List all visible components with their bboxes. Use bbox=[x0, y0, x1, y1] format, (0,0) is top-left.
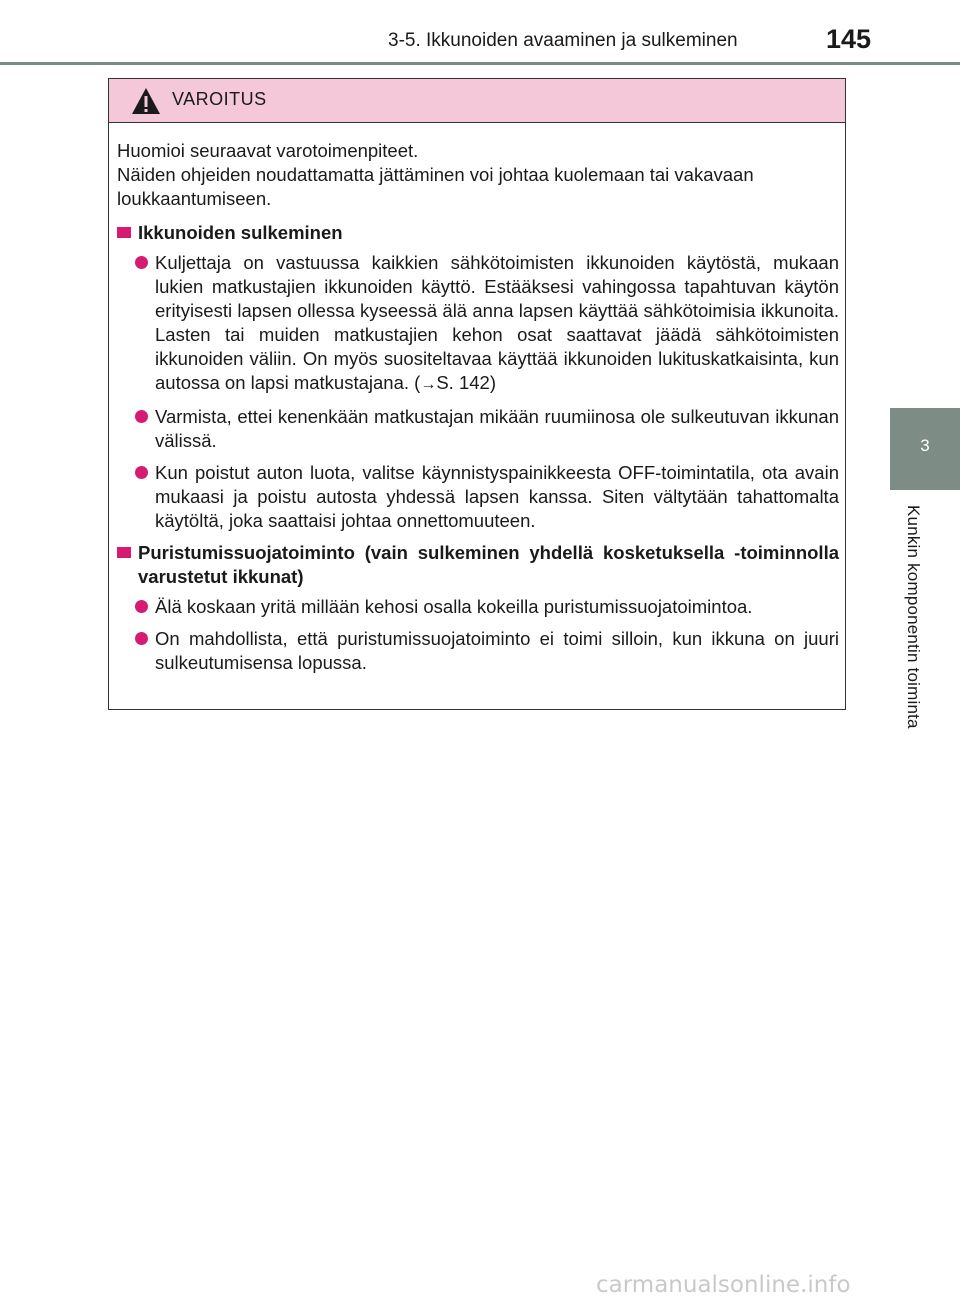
watermark: carmanualsonline.info bbox=[596, 1272, 851, 1298]
header-divider bbox=[0, 62, 960, 65]
warning-intro bbox=[117, 139, 839, 211]
chapter-tab bbox=[890, 408, 960, 490]
section-heading-text: Ikkunoiden sulkeminen bbox=[138, 222, 343, 243]
bullet-text: On mahdollista, että puristumissuojatoiminto ei toimi silloin, kun ikkuna on juuri sulkeutumisensa lopussa. bbox=[155, 628, 839, 673]
warning-box bbox=[108, 78, 846, 710]
square-bullet-icon bbox=[117, 547, 131, 558]
list-item bbox=[135, 627, 839, 675]
circle-bullet-icon bbox=[135, 600, 148, 613]
intro-line: Huomioi seuraavat varotoimenpiteet. bbox=[117, 140, 419, 161]
page-reference-link[interactable]: S. 142) bbox=[436, 372, 496, 393]
section-window-closing bbox=[117, 221, 839, 533]
section-title: 3-5. Ikkunoiden avaaminen ja sulkeminen bbox=[388, 30, 738, 51]
section-heading-text: Puristumissuojatoiminto (vain sulkeminen yhdellä kosketuksella -toiminnolla varustetut ikkunat) bbox=[138, 542, 839, 587]
page-header bbox=[0, 0, 960, 64]
circle-bullet-icon bbox=[135, 256, 148, 269]
intro-line: Näiden ohjeiden noudattamatta jättäminen voi johtaa kuolemaan tai vakavaan loukkaantumiseen. bbox=[117, 164, 754, 209]
page-number: 145 bbox=[826, 24, 872, 54]
warning-triangle-icon bbox=[131, 87, 161, 115]
circle-bullet-icon bbox=[135, 466, 148, 479]
arrow-right-icon: → bbox=[420, 376, 437, 393]
list-item bbox=[135, 405, 839, 453]
section-heading bbox=[117, 221, 839, 245]
bullet-text: Kun poistut auton luota, valitse käynnistyspainikkeesta OFF-toimintatila, ota avain mukaasi ja poistu autosta yhdessä lapsen kanssa. Siten vältytään tahattomalta käytöltä, joka saattaisi johtaa onnettomuuteen. bbox=[155, 462, 839, 531]
warning-title: VAROITUS bbox=[172, 89, 267, 109]
list-item bbox=[135, 595, 839, 619]
section-anti-pinch bbox=[117, 541, 839, 675]
circle-bullet-icon bbox=[135, 632, 148, 645]
list-item bbox=[135, 251, 839, 397]
chapter-label: Kunkin komponentin toiminta bbox=[904, 505, 923, 729]
section-heading bbox=[117, 541, 839, 589]
square-bullet-icon bbox=[117, 227, 131, 238]
bullet-text: Kuljettaja on vastuussa kaikkien sähkötoimisten ikkunoiden käytöstä, mukaan lukien matkustajien ikkunoiden käyttö. Estääksesi vahingossa tapahtuvan käytön erityisesti lapsen ollessa kyseessä älä anna lapsen käyttää sähkötoimisia ikkunoita. Lasten tai muiden matkustajien kehon osat saattavat jäädä sähkötoimisten ikkunoiden väliin. On myös suositeltavaa käyttää ikkunoiden lukituskatkaisinta, kun autossa on lapsi matkustajana. ( bbox=[155, 252, 839, 393]
circle-bullet-icon bbox=[135, 410, 148, 423]
list-item bbox=[135, 461, 839, 533]
bullet-text: Älä koskaan yritä millään kehosi osalla kokeilla puristumissuojatoimintoa. bbox=[155, 596, 753, 617]
bullet-text: Varmista, ettei kenenkään matkustajan mikään ruumiinosa ole sulkeutuvan ikkunan välissä. bbox=[155, 406, 839, 451]
warning-header bbox=[109, 79, 845, 123]
warning-body bbox=[117, 139, 839, 683]
chapter-number: 3 bbox=[920, 436, 930, 455]
